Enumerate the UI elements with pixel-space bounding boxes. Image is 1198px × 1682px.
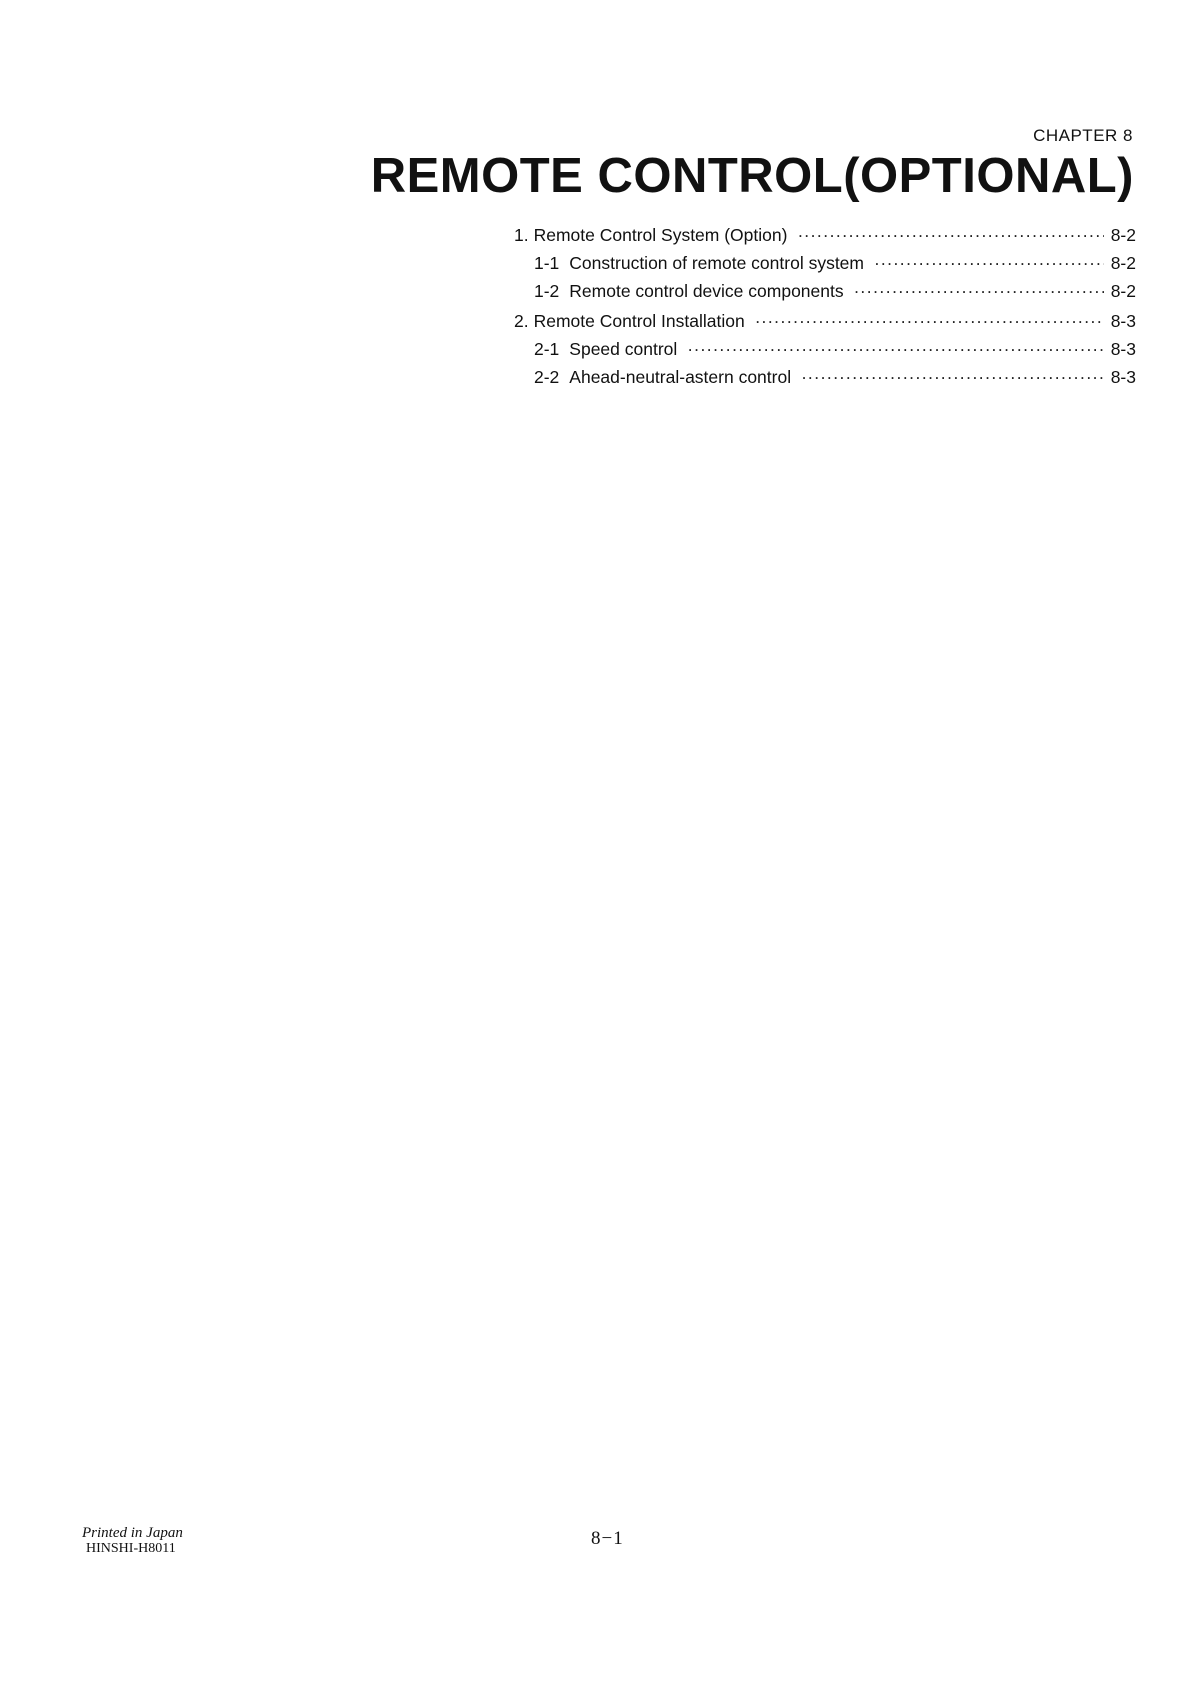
toc-leader-dots [874, 249, 1104, 277]
toc-entry-text: Speed control [569, 339, 678, 359]
toc-entry [514, 249, 1136, 277]
chapter-title: REMOTE CONTROL(OPTIONAL) [370, 149, 1134, 203]
toc-entry-text: Remote Control System (Option) [533, 225, 788, 245]
chapter-label: CHAPTER 8 [1033, 126, 1133, 145]
toc-entry-page: 8-3 [1110, 367, 1136, 387]
toc-entry-text: Ahead-neutral-astern control [569, 367, 792, 387]
toc-leader-dots [797, 221, 1104, 249]
toc-entry-text: Remote Control Installation [533, 311, 745, 331]
printed-in-note: Printed in Japan [82, 1525, 183, 1541]
toc-entry-text: Remote control device components [569, 281, 844, 301]
toc-entry-number: 2. [514, 311, 529, 331]
toc-leader-dots [854, 277, 1104, 305]
toc-entry-number: 1. [514, 225, 529, 245]
toc-entry [514, 363, 1136, 391]
toc-entry-number: 1-2 [534, 281, 560, 301]
table-of-contents [514, 221, 1136, 391]
toc-entry-page: 8-3 [1110, 311, 1136, 331]
document-code: HINSHI-H8011 [86, 1541, 176, 1556]
toc-entry [514, 335, 1136, 363]
toc-entry-page: 8-3 [1110, 339, 1136, 359]
toc-entry-number: 2-2 [534, 367, 560, 387]
toc-leader-dots [755, 307, 1104, 335]
toc-entry-number: 2-1 [534, 339, 560, 359]
toc-entry-text: Construction of remote control system [569, 253, 864, 273]
page-number: 8−1 [591, 1528, 624, 1549]
toc-entry [514, 221, 1136, 249]
toc-entry [514, 307, 1136, 335]
toc-entry-page: 8-2 [1110, 225, 1136, 245]
toc-entry-number: 1-1 [534, 253, 560, 273]
toc-entry-page: 8-2 [1110, 281, 1136, 301]
toc-leader-dots [801, 363, 1104, 391]
toc-leader-dots [687, 335, 1104, 363]
toc-entry-page: 8-2 [1110, 253, 1136, 273]
toc-entry [514, 277, 1136, 305]
